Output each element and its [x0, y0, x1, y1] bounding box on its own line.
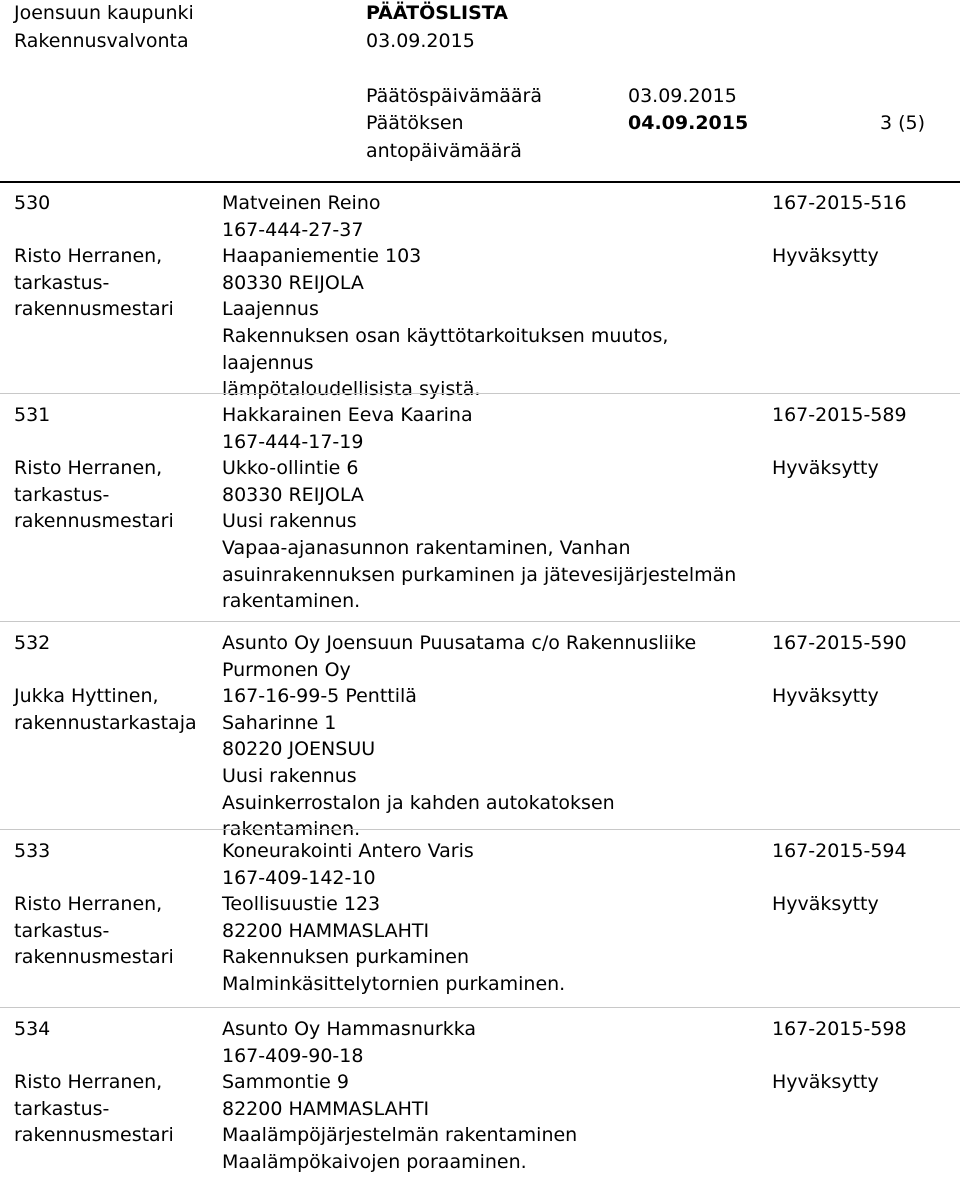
detail-line: Sammontie 9: [222, 1071, 349, 1094]
detail-line: Asuinkerrostalon ja kahden autokatoksen rakentaminen.: [222, 791, 615, 841]
detail-line: Matveinen Reino: [222, 192, 381, 214]
decision-meta: [14, 190, 214, 323]
detail-line: Purmonen Oy: [222, 658, 351, 681]
detail-line: Rakennuksen purkaminen: [222, 946, 470, 969]
detail-line: Asunto Oy Joensuun Puusatama c/o Rakennusliike: [222, 632, 697, 654]
department-name: Rakennusvalvonta: [14, 30, 189, 52]
detail-line: 82200 HAMMASLAHTI: [222, 919, 430, 942]
decider-line: tarkastus-: [14, 1097, 110, 1120]
issue-date-label: Päätöksen: [366, 112, 464, 134]
decision-number: 533: [14, 840, 51, 862]
detail-line: 80220 JOENSUU: [222, 738, 376, 761]
decider-line: rakennusmestari: [14, 946, 174, 969]
decision-status: Hyväksytty: [772, 1071, 879, 1094]
permit-number: 167-2015-590: [772, 632, 907, 654]
decision-details: [222, 1016, 757, 1176]
row-separator: [0, 1007, 960, 1008]
decision-status: Hyväksytty: [772, 457, 879, 480]
decision-details: [222, 630, 757, 843]
decision-status: Hyväksytty: [772, 685, 879, 708]
decider-line: Risto Herranen,: [14, 893, 163, 916]
detail-line: 82200 HAMMASLAHTI: [222, 1097, 430, 1120]
detail-line: 167-409-90-18: [222, 1044, 364, 1067]
detail-line: Hakkarainen Eeva Kaarina: [222, 404, 473, 426]
detail-line: Saharinne 1: [222, 711, 337, 734]
decision-outcome: [772, 402, 952, 482]
header-rule: [0, 181, 960, 183]
decision-number: 532: [14, 632, 51, 654]
decision-details: [222, 190, 757, 403]
decider-line: Risto Herranen,: [14, 1071, 163, 1094]
decision-status: Hyväksytty: [772, 893, 879, 916]
row-separator: [0, 829, 960, 830]
detail-line: Teollisuustie 123: [222, 893, 381, 916]
detail-line: Uusi rakennus: [222, 510, 357, 533]
decision-details: [222, 402, 757, 615]
document-title: PÄÄTÖSLISTA: [366, 2, 508, 24]
detail-line: 80330 REIJOLA: [222, 483, 364, 506]
org-name: Joensuun kaupunki: [14, 2, 194, 24]
permit-number: 167-2015-594: [772, 840, 907, 862]
permit-number: 167-2015-589: [772, 404, 907, 426]
permit-number: 167-2015-598: [772, 1018, 907, 1040]
document-date: 03.09.2015: [366, 30, 475, 52]
detail-line: Malminkäsittelytornien purkaminen.: [222, 972, 566, 995]
detail-line: Maalämpökaivojen poraaminen.: [222, 1150, 527, 1173]
detail-line: 80330 REIJOLA: [222, 271, 364, 294]
decision-status: Hyväksytty: [772, 245, 879, 268]
decision-details: [222, 838, 757, 998]
decision-date: 03.09.2015: [628, 85, 737, 107]
detail-line: 167-409-142-10: [222, 866, 376, 889]
detail-line: 167-444-17-19: [222, 430, 364, 453]
decision-meta: [14, 630, 214, 736]
detail-line: 167-444-27-37: [222, 218, 364, 241]
page-number: 3 (5): [880, 112, 926, 134]
decision-meta: [14, 1016, 214, 1149]
decision-number: 531: [14, 404, 51, 426]
decider-line: rakennusmestari: [14, 1124, 174, 1147]
detail-line: Haapaniementie 103: [222, 245, 422, 268]
decision-number: 530: [14, 192, 51, 214]
row-separator: [0, 621, 960, 622]
detail-line: Uusi rakennus: [222, 764, 357, 787]
decision-outcome: [772, 1016, 952, 1096]
issue-date-label-continued: antopäivämäärä: [366, 140, 522, 162]
decision-meta: [14, 402, 214, 535]
detail-line: asuinrakennuksen purkaminen ja jätevesijärjestelmän: [222, 563, 737, 586]
decision-date-label: Päätöspäivämäärä: [366, 85, 542, 107]
decider-line: tarkastus-: [14, 483, 110, 506]
decider-line: rakennustarkastaja: [14, 711, 197, 734]
detail-line: 167-16-99-5 Penttilä: [222, 685, 417, 708]
decision-outcome: [772, 190, 952, 270]
decision-number: 534: [14, 1018, 51, 1040]
detail-line: Vapaa-ajanasunnon rakentaminen, Vanhan: [222, 536, 631, 559]
decision-outcome: [772, 630, 952, 710]
detail-line: Maalämpöjärjestelmän rakentaminen: [222, 1124, 578, 1147]
issue-date: 04.09.2015: [628, 112, 749, 134]
permit-number: 167-2015-516: [772, 192, 907, 214]
decider-line: Jukka Hyttinen,: [14, 685, 159, 708]
decider-line: tarkastus-: [14, 919, 110, 942]
detail-line: Ukko-ollintie 6: [222, 457, 359, 480]
decider-line: Risto Herranen,: [14, 457, 163, 480]
decider-line: rakennusmestari: [14, 298, 174, 321]
detail-line: Koneurakointi Antero Varis: [222, 840, 474, 862]
detail-line: Rakennuksen osan käyttötarkoituksen muutos, laajennus: [222, 324, 669, 374]
decision-outcome: [772, 838, 952, 918]
detail-line: Asunto Oy Hammasnurkka: [222, 1018, 477, 1040]
decider-line: tarkastus-: [14, 271, 110, 294]
decider-line: rakennusmestari: [14, 510, 174, 533]
detail-line: Laajennus: [222, 298, 319, 321]
decider-line: Risto Herranen,: [14, 245, 163, 268]
decision-meta: [14, 838, 214, 971]
detail-line: lämpötaloudellisista syistä.: [222, 378, 481, 401]
detail-line: rakentaminen.: [222, 590, 361, 613]
row-separator: [0, 393, 960, 394]
